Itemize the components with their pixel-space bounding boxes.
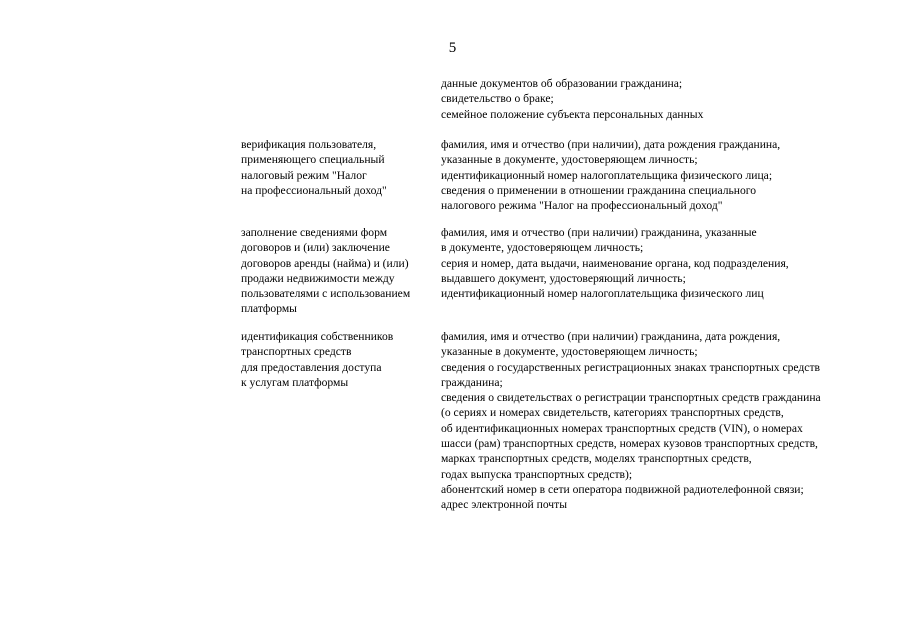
block-2-data-list: [441, 225, 789, 301]
text-line: налоговый режим "Налог: [241, 168, 367, 182]
block-1-purpose: [241, 137, 387, 198]
text-line: заполнение сведениями форм: [241, 226, 388, 239]
text-line: указанные в документе, удостоверяющем личность;: [441, 345, 698, 359]
text-line: фамилия, имя и отчество (при наличии) гражданина, дата рождения,: [441, 330, 781, 343]
text-line: идентификация собственников: [241, 330, 394, 343]
text-line: продажи недвижимости между: [241, 271, 395, 285]
text-line: свидетельство о браке;: [441, 92, 554, 106]
text-line: указанные в документе, удостоверяющем личность;: [441, 153, 698, 167]
text-line: идентификационный номер налогоплательщика физического лиц: [441, 287, 764, 301]
text-line: применяющего специальный: [241, 153, 385, 167]
text-line: транспортных средств: [241, 345, 352, 359]
text-line: верификация пользователя,: [241, 138, 377, 151]
text-line: марках транспортных средств, моделях транспортных средств,: [441, 452, 752, 466]
text-line: выдавшего документ, удостоверяющий личность;: [441, 271, 686, 285]
text-line: налогового режима "Налог на профессиональный доход": [441, 199, 723, 213]
block-3-purpose: [241, 329, 393, 390]
text-line: серия и номер, дата выдачи, наименование органа, код подразделения,: [441, 256, 789, 270]
text-line: шасси (рам) транспортных средств, номерах кузовов транспортных средств,: [441, 437, 818, 451]
text-line: сведения о государственных регистрационных знаках транспортных средств: [441, 360, 820, 374]
text-line: (о сериях и номерах свидетельств, категориях транспортных средств,: [441, 406, 784, 420]
block-0-right-text: [441, 76, 703, 122]
text-line: фамилия, имя и отчество (при наличии), дата рождения гражданина,: [441, 138, 781, 151]
text-line: семейное положение субъекта персональных данных: [441, 107, 704, 121]
text-line: адрес электронной почты: [441, 498, 567, 512]
text-line: сведения о применении в отношении гражданина специального: [441, 183, 757, 197]
block-2-purpose: [241, 225, 410, 317]
text-line: к услугам платформы: [241, 375, 349, 389]
text-line: сведения о свидетельствах о регистрации транспортных средств гражданина: [441, 391, 821, 405]
text-line: идентификационный номер налогоплательщика физического лица;: [441, 168, 773, 182]
text-line: для предоставления доступа: [241, 360, 382, 374]
text-line: фамилия, имя и отчество (при наличии) гражданина, указанные: [441, 226, 757, 239]
page-number: 5: [448, 40, 457, 56]
text-line: данные документов об образовании гражданина;: [441, 77, 683, 90]
text-line: пользователями с использованием: [241, 287, 411, 301]
text-line: годах выпуска транспортных средств);: [441, 467, 633, 481]
text-line: платформы: [241, 302, 297, 316]
text-line: договоров и (или) заключение: [241, 241, 390, 255]
block-3-data-list: [441, 329, 821, 513]
text-line: в документе, удостоверяющем личность;: [441, 241, 644, 255]
text-line: на профессиональный доход": [241, 183, 387, 197]
text-line: об идентификационных номерах транспортных средств (VIN), о номерах: [441, 421, 803, 435]
text-line: абонентский номер в сети оператора подвижной радиотелефонной связи;: [441, 482, 804, 496]
text-line: гражданина;: [441, 375, 503, 389]
block-1-data-list: [441, 137, 780, 213]
text-line: договоров аренды (найма) и (или): [241, 256, 409, 270]
